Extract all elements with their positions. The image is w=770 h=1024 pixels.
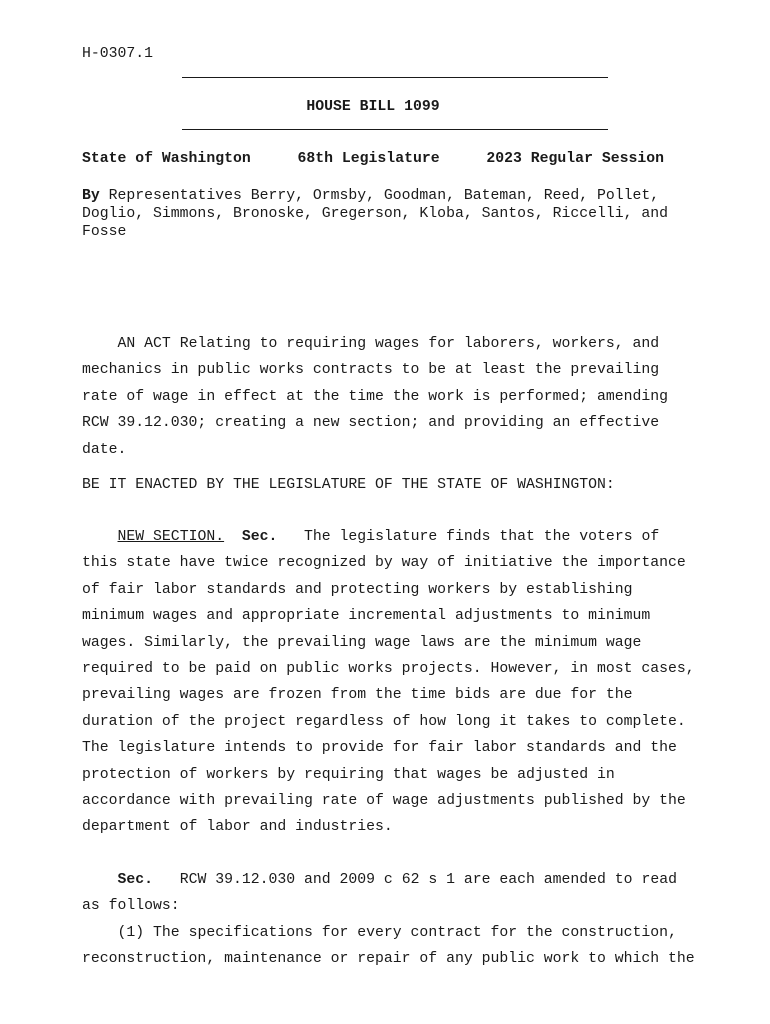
section-1-line: of fair labor standards and protecting workers by establishing	[82, 581, 633, 598]
section-1-line: prevailing wages are frozen from the time bids are due for the	[82, 687, 633, 704]
section-2-sec-label: Sec.	[117, 872, 154, 888]
section-2	[82, 867, 722, 973]
section-1-sec-label: Sec.	[241, 529, 278, 545]
section-1-line: required to be paid on public works projects. However, in most cases,	[82, 661, 695, 678]
sponsors	[82, 187, 692, 241]
section-1-line: duration of the project regardless of how long it takes to complete.	[82, 713, 686, 730]
title-rule-bottom	[182, 129, 608, 130]
section-1-line: wages. Similarly, the prevailing wage laws are the minimum wage	[82, 634, 642, 651]
act-line: AN ACT Relating to requiring wages for laborers, workers, and	[82, 336, 660, 352]
section-1-heading-line	[82, 524, 722, 550]
section-2-line: (1) The specifications for every contract for the construction,	[82, 924, 677, 941]
section-1	[82, 524, 722, 841]
act-line: mechanics in public works contracts to be at least the prevailing	[82, 362, 660, 379]
section-1-first-line-text: The legislature finds that the voters of	[277, 529, 660, 545]
session-line	[82, 151, 664, 167]
act-line: date.	[82, 441, 127, 458]
new-section-label: NEW SECTION.	[117, 529, 225, 545]
state-name: State of Washington	[82, 151, 251, 167]
sponsors-names: Representatives Berry, Ormsby, Goodman, Bateman, Reed, Pollet, Doglio, Simmons, Bronoske, Gregerson, Kloba, Santos, Riccelli, and Fosse	[82, 188, 669, 240]
legislature-number: 68th Legislature	[297, 151, 440, 167]
section-2-heading-line	[82, 867, 722, 893]
section-2-line: as follows:	[82, 898, 180, 915]
title-rule-top	[182, 77, 608, 78]
act-title	[82, 331, 722, 463]
section-1-line: department of labor and industries.	[82, 819, 393, 836]
section-2-first-line-text: RCW 39.12.030 and 2009 c 62 s 1 are each amended to read	[153, 872, 677, 888]
section-1-line: protection of workers by requiring that wages be adjusted in	[82, 766, 615, 783]
section-2-line: reconstruction, maintenance or repair of any public work to which the	[82, 951, 695, 968]
section-1-line: minimum wages and appropriate incremental adjustments to minimum	[82, 608, 651, 625]
session-name: 2023 Regular Session	[486, 151, 664, 167]
section-1-line: The legislature intends to provide for fair labor standards and the	[82, 740, 677, 757]
sponsors-by-label: By	[82, 188, 100, 204]
act-line: rate of wage in effect at the time the work is performed; amending	[82, 388, 669, 405]
act-line: RCW 39.12.030; creating a new section; and providing an effective	[82, 415, 660, 432]
document-code: H-0307.1	[82, 46, 154, 62]
bill-title: HOUSE BILL 1099	[306, 99, 440, 115]
section-1-line: accordance with prevailing rate of wage adjustments published by the	[82, 793, 686, 810]
section-1-line: this state have twice recognized by way of initiative the importance	[82, 555, 686, 572]
enacting-clause: BE IT ENACTED BY THE LEGISLATURE OF THE STATE OF WASHINGTON:	[82, 477, 615, 493]
